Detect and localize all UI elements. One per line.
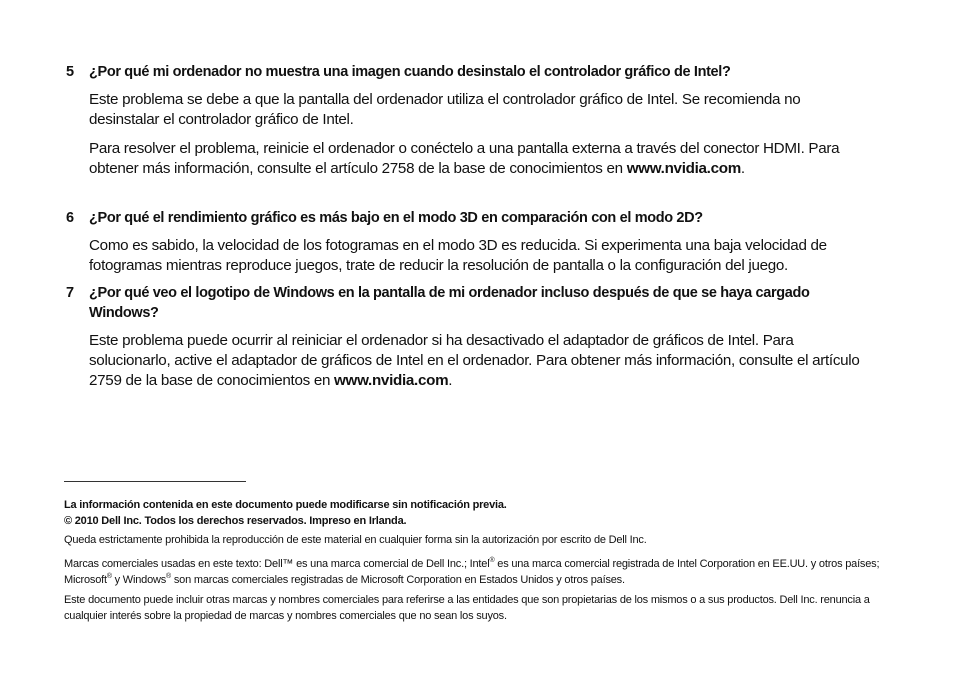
item-number: 6 [66,210,75,226]
answer-text: Para resolver el problema, reinicie el ordenador o conéctelo a una pantalla externa a través del conector HDMI. Para obtener más información, consulte el artículo 2758 de la base de conocimientos en [89,140,840,177]
item-number: 7 [66,285,75,301]
question-heading: ¿Por qué el rendimiento gráfico es más bajo en el modo 3D en comparación con el modo 2D? [89,210,703,226]
period: . [740,160,745,177]
item-number: 5 [66,64,75,80]
faq-item-6 [66,208,866,276]
answer-paragraph: Este problema se debe a que la pantalla del ordenador utiliza el controlador gráfico de Intel. Se recomienda no desinstalar el controlador gráfico de Intel. [89,91,801,128]
registered-mark: ® [106,573,112,580]
answer-paragraph [89,139,866,179]
trademark-text: y Windows [111,574,167,586]
question-heading: ¿Por qué mi ordenador no muestra una imagen cuando desinstalo el controlador gráfico de Intel? [89,64,731,80]
footer-trademarks [64,556,894,588]
registered-mark: ® [166,573,172,580]
question-heading: ¿Por qué veo el logotipo de Windows en la pantalla de mi ordenador incluso después de que se haya cargado Windows? [89,285,810,321]
faq-item-7 [66,283,866,391]
answer-paragraph [89,331,866,391]
trademark-text: es una marca comercial registrada de Intel Corporation en EE.UU. y otros países; Microsoft [64,558,880,586]
footer-reproduction: Queda estrictamente prohibida la reproducción de este material en cualquier forma sin la autorización por escrito de Dell Inc. [64,534,647,546]
answer-paragraph: Como es sabido, la velocidad de los fotogramas en el modo 3D es reducida. Si experimenta una baja velocidad de fotogramas mientras reproduce juegos, trate de reducir la resolución de pantalla o la configuración del juego. [89,237,827,274]
nvidia-link[interactable]: www.nvidia.com [626,160,741,177]
faq-item-5 [66,62,866,179]
nvidia-link[interactable]: www.nvidia.com [334,372,449,389]
footer-other-marks: Este documento puede incluir otras marcas y nombres comerciales para referirse a las entidades que son propietarias de los mismos o a sus productos. Dell Inc. renuncia a cualquier interés sobre la propiedad de marcas y nombres comerciales que no sean los suyos. [64,594,870,622]
answer-text: Este problema puede ocurrir al reiniciar el ordenador si ha desactivado el adaptador de gráficos de Intel. Para solucionarlo, active el adaptador de gráficos de Intel en el ordenador. Para obtener más información, consulte el artículo 2759 de la base de conocimientos en [89,332,860,389]
notice-line: La información contenida en este documento puede modificarse sin notificación previa. [64,499,507,511]
period: . [448,372,453,389]
footnote-divider [64,481,246,482]
registered-mark: ® [489,557,495,564]
trademark-text: son marcas comerciales registradas de Microsoft Corporation en Estados Unidos y otros países. [171,574,625,586]
footer-notice [64,497,894,529]
trademark-text: Marcas comerciales usadas en este texto: Dell™ es una marca comercial de Dell Inc.; Intel [64,558,490,570]
copyright-line: © 2010 Dell Inc. Todos los derechos reservados. Impreso en Irlanda. [64,515,407,527]
